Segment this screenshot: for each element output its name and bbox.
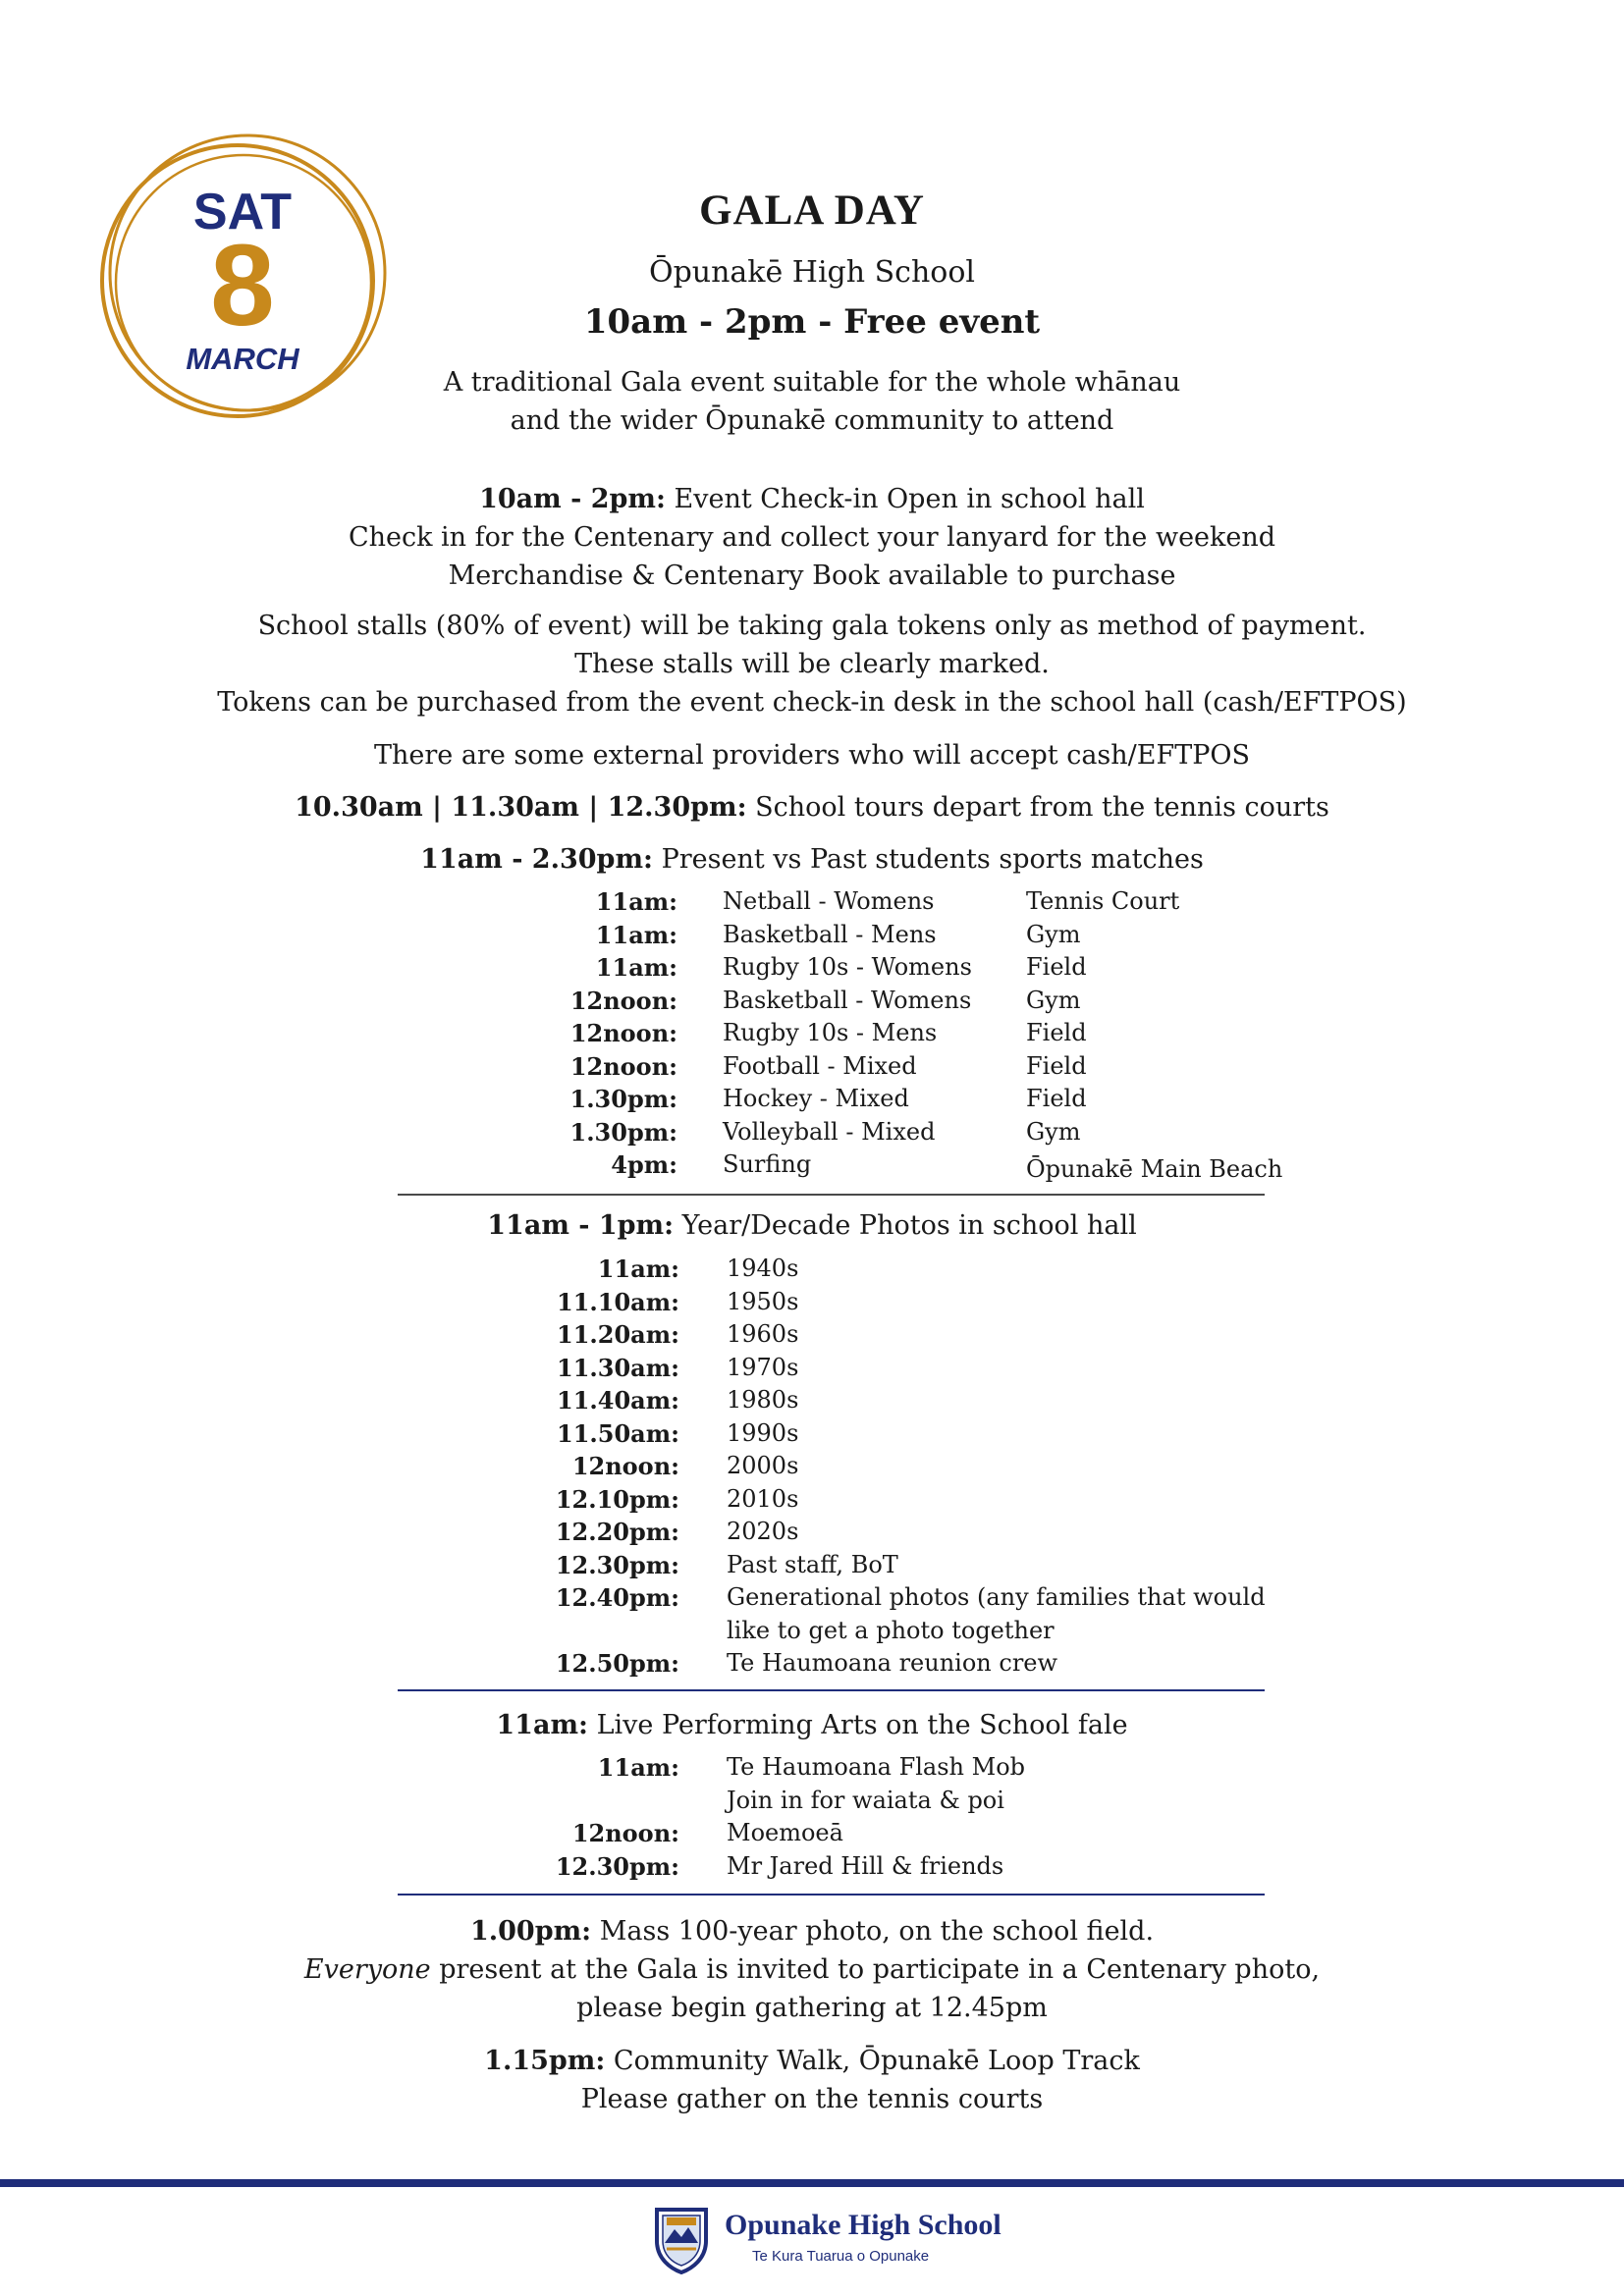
school-subtitle: Te Kura Tuarua o Opunake <box>752 2248 930 2265</box>
row-event: 1940s <box>727 1255 799 1282</box>
row-event: 1950s <box>727 1287 799 1315</box>
row-event: Generational photos (any families that would <box>727 1583 1266 1611</box>
section-divider <box>398 1194 1265 1196</box>
row-time: 12.50pm: <box>555 1649 679 1678</box>
photos-schedule <box>550 1253 1266 1681</box>
sports-time: 11am - 2.30pm: <box>420 844 653 875</box>
row-time: 11am: <box>597 1255 679 1283</box>
schedule-row <box>550 1318 1266 1352</box>
schedule-row <box>550 1450 1266 1483</box>
row-place: Gym <box>1026 920 1081 948</box>
row-event: Basketball - Womens <box>723 986 972 1014</box>
row-event: 1980s <box>727 1386 799 1414</box>
schedule-row <box>550 951 1282 985</box>
row-time: 1.30pm: <box>569 1117 677 1147</box>
row-place: Field <box>1026 953 1087 981</box>
row-event: Te Haumoana Flash Mob <box>727 1753 1026 1781</box>
schedule-row <box>550 1817 1025 1850</box>
mass-photo-text: Mass 100-year photo, on the school field. <box>591 1916 1155 1947</box>
arts-text: Live Performing Arts on the School fale <box>587 1710 1128 1740</box>
schedule-row <box>550 885 1282 919</box>
row-time: 11.10am: <box>557 1287 679 1316</box>
schedule-row <box>550 1417 1266 1451</box>
row-event: Mr Jared Hill & friends <box>727 1851 1004 1880</box>
row-time: 12noon: <box>569 1019 677 1047</box>
row-event: Football - Mixed <box>723 1051 917 1080</box>
checkin-text: Event Check-in Open in school hall <box>665 484 1145 514</box>
checkin-time: 10am - 2pm: <box>479 484 666 514</box>
mass-photo-line: present at the Gala is invited to participate in a Centenary photo, <box>430 1954 1321 1985</box>
row-event: Basketball - Mens <box>723 920 937 948</box>
tours-time: 10.30am | 11.30am | 12.30pm: <box>295 792 747 823</box>
row-event: 2000s <box>727 1452 799 1479</box>
row-place: Field <box>1026 1019 1087 1046</box>
checkin-line: Merchandise & Centenary Book available to purchase <box>448 561 1176 591</box>
mass-photo-time: 1.00pm: <box>469 1916 592 1947</box>
row-time: 12.40pm: <box>555 1583 679 1612</box>
schedule-row <box>550 1352 1266 1385</box>
section-divider <box>398 1894 1265 1896</box>
schedule-row <box>550 1483 1266 1517</box>
row-time: 12.10pm: <box>555 1484 679 1514</box>
schedule-row <box>550 1581 1266 1615</box>
stalls-section <box>0 607 1624 721</box>
row-event: Volleyball - Mixed <box>723 1117 936 1146</box>
row-event: 1960s <box>727 1320 799 1348</box>
row-place: Gym <box>1026 1117 1081 1146</box>
row-time: 1.30pm: <box>569 1085 677 1113</box>
schedule-row <box>550 985 1282 1018</box>
mass-photo-line: please begin gathering at 12.45pm <box>576 1993 1048 2023</box>
intro-line: A traditional Gala event suitable for the whole whānau <box>443 367 1181 398</box>
row-event: 1990s <box>727 1418 799 1447</box>
row-time <box>550 1615 679 1648</box>
arts-time: 11am: <box>496 1710 588 1740</box>
row-place: Tennis Court <box>1026 887 1180 915</box>
row-event: Past staff, BoT <box>727 1550 898 1578</box>
row-time: 11.30am: <box>557 1353 679 1382</box>
page-title: GALA DAY <box>699 187 925 234</box>
row-time: 12noon: <box>571 1819 679 1847</box>
checkin-section <box>0 480 1624 595</box>
row-place: Field <box>1026 1051 1087 1080</box>
sports-heading <box>0 840 1624 879</box>
row-time: 12noon: <box>571 1452 679 1480</box>
schedule-row <box>550 1384 1266 1417</box>
sports-schedule <box>550 885 1282 1187</box>
row-event: Te Haumoana reunion crew <box>727 1649 1058 1677</box>
row-time: 12.30pm: <box>555 1550 679 1579</box>
section-divider <box>398 1689 1265 1691</box>
mass-photo-emphasis: Everyone <box>303 1954 431 1985</box>
row-event: Moemoeā <box>727 1819 843 1846</box>
arts-schedule <box>550 1751 1025 1883</box>
row-time: 4pm: <box>611 1150 677 1179</box>
photos-time: 11am - 1pm: <box>487 1210 675 1241</box>
row-event: Surfing <box>723 1150 812 1178</box>
schedule-row <box>550 1050 1282 1084</box>
sports-text: Present vs Past students sports matches <box>652 844 1204 875</box>
schedule-row <box>550 1083 1282 1116</box>
schedule-row <box>550 1286 1266 1319</box>
photos-heading <box>0 1206 1624 1245</box>
row-time <box>550 1785 679 1818</box>
schedule-row <box>550 1785 1025 1818</box>
row-time: 11am: <box>595 953 677 982</box>
stalls-line: These stalls will be clearly marked. <box>574 649 1050 679</box>
walk-time: 1.15pm: <box>484 2046 606 2076</box>
walk-section <box>0 2042 1624 2118</box>
row-event: Netball - Womens <box>723 887 935 915</box>
row-event: Rugby 10s - Mens <box>723 1019 938 1046</box>
row-event: like to get a photo together <box>727 1616 1055 1644</box>
page-subtitle: Ōpunakē High School <box>648 255 975 290</box>
footer-bar <box>0 2179 1624 2187</box>
row-place: Ōpunakē Main Beach <box>1026 1155 1283 1183</box>
row-time: 11.40am: <box>557 1386 679 1415</box>
row-event: Rugby 10s - Womens <box>723 953 972 981</box>
row-time: 11.50am: <box>557 1418 679 1448</box>
row-event: 2010s <box>727 1484 799 1513</box>
walk-text: Community Walk, Ōpunakē Loop Track <box>605 2046 1140 2076</box>
tours-section <box>0 788 1624 827</box>
row-event: Hockey - Mixed <box>723 1085 909 1112</box>
external-providers: There are some external providers who will accept cash/EFTPOS <box>373 740 1251 771</box>
row-time: 11am: <box>595 887 677 916</box>
row-time: 12.30pm: <box>555 1851 679 1881</box>
mass-photo-section <box>0 1912 1624 2027</box>
badge-day: SAT <box>192 184 293 240</box>
schedule-row <box>550 1751 1025 1785</box>
row-time: 11.20am: <box>557 1320 679 1349</box>
stalls-line: Tokens can be purchased from the event check-in desk in the school hall (cash/EFTPOS) <box>217 687 1407 718</box>
row-time: 11am: <box>595 920 677 949</box>
intro-text <box>0 363 1624 440</box>
schedule-row <box>550 1850 1025 1884</box>
school-name: Opunake High School <box>725 2209 1001 2241</box>
stalls-line: School stalls (80% of event) will be taking gala tokens only as method of payment. <box>257 611 1367 641</box>
row-time: 11am: <box>597 1753 679 1782</box>
row-event: 2020s <box>727 1518 799 1545</box>
row-event: 1970s <box>727 1353 799 1381</box>
intro-line: and the wider Ōpunakē community to attend <box>510 405 1114 436</box>
row-event: Join in for waiata & poi <box>727 1786 1004 1814</box>
row-time: 12noon: <box>569 1051 677 1081</box>
badge-month: MARCH <box>186 342 299 376</box>
schedule-row <box>550 1148 1282 1187</box>
schedule-row <box>550 1116 1282 1149</box>
schedule-row <box>550 1253 1266 1286</box>
badge-date: 8 <box>210 221 275 350</box>
schedule-row <box>550 1017 1282 1050</box>
row-time: 12noon: <box>569 986 677 1015</box>
walk-line: Please gather on the tennis courts <box>580 2084 1044 2114</box>
checkin-line: Check in for the Centenary and collect your lanyard for the weekend <box>348 522 1276 553</box>
schedule-row <box>550 1516 1266 1549</box>
schedule-row <box>550 1647 1266 1681</box>
tours-text: School tours depart from the tennis courts <box>746 792 1329 823</box>
row-place: Gym <box>1026 986 1081 1014</box>
schedule-row <box>550 1549 1266 1582</box>
photos-text: Year/Decade Photos in school hall <box>674 1210 1137 1241</box>
school-crest-icon <box>653 2204 710 2274</box>
row-place: Field <box>1026 1085 1087 1112</box>
schedule-row <box>550 919 1282 952</box>
schedule-row <box>550 1615 1266 1648</box>
event-time: 10am - 2pm - Free event <box>583 302 1041 342</box>
arts-heading <box>0 1706 1624 1744</box>
row-time: 12.20pm: <box>555 1518 679 1546</box>
